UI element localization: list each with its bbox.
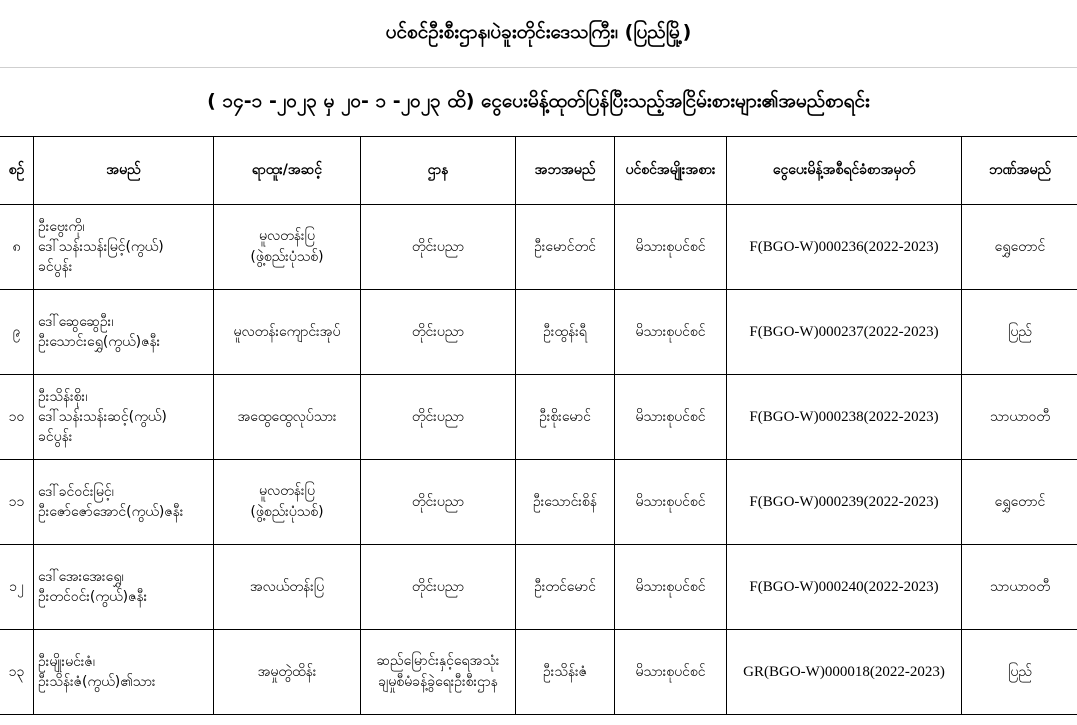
pension-type-cell: မိသားစုပင်စင်	[615, 545, 727, 630]
bank-cell: သာယာဝတီ	[962, 545, 1077, 630]
header-serial: စဉ်	[0, 137, 34, 205]
bank-cell: ပြည်	[962, 630, 1077, 715]
name-cell	[34, 460, 214, 545]
rank-cell-line: မူလတန်းပြ	[259, 483, 315, 499]
pension-type-cell: မိသားစုပင်စင်	[615, 630, 727, 715]
father-name-cell: ဦးတင်မောင်	[516, 545, 615, 630]
rank-cell-line: မူလတန်းကျောင်းအုပ်	[233, 323, 341, 340]
table-body	[0, 205, 1077, 715]
name-cell-line: ဦးဇော်ဇော်အောင်(ကွယ်)ဇနီး	[38, 504, 184, 520]
department-cell	[361, 545, 516, 630]
table-row	[0, 375, 1077, 460]
serial-cell: ၉	[0, 290, 34, 375]
department-cell-line: တိုင်းပညာ	[411, 323, 465, 340]
father-name-cell: ဦးသောင်းစိန်	[516, 460, 615, 545]
department-cell-line: တိုင်းပညာ	[411, 578, 465, 595]
header-rank: ရာထူး/အဆင့်	[214, 137, 361, 205]
page-subtitle	[0, 68, 1077, 137]
name-cell-line: ဒေါ်အေးအေးရွှေ၊	[38, 569, 124, 585]
rank-cell	[214, 545, 361, 630]
name-cell-line: ဒေါ်ဆွေဆွေဦး၊	[38, 314, 114, 330]
department-cell	[361, 460, 516, 545]
department-cell	[361, 205, 516, 290]
rank-cell-line: မူလတန်းပြ	[259, 228, 315, 244]
pension-type-cell: မိသားစုပင်စင်	[615, 460, 727, 545]
rank-cell	[214, 460, 361, 545]
report-number-cell: F(BGO-W)000236(2022-2023)	[727, 205, 962, 290]
table-row	[0, 545, 1077, 630]
rank-cell	[214, 630, 361, 715]
name-cell-line: ခင်ပွန်း	[38, 259, 73, 275]
header-report-number: ငွေပေးမိန့်အစီရင်ခံစာအမှတ်	[727, 137, 962, 205]
report-number-cell: F(BGO-W)000238(2022-2023)	[727, 375, 962, 460]
bank-cell: ရွှေတောင်	[962, 205, 1077, 290]
father-name-cell: ဦးထွန်းရီ	[516, 290, 615, 375]
report-number-cell: F(BGO-W)000237(2022-2023)	[727, 290, 962, 375]
father-name-cell: ဦးစိုးမောင်	[516, 375, 615, 460]
rank-cell-line: အမှုတွဲထိန်း	[257, 663, 317, 680]
rank-cell-line: (ဖွဲ့စည်းပုံသစ်)	[250, 249, 324, 265]
page-subtitle-text: ( ၁၄-၁ -၂၀၂၃ မှ ၂၀- ၁ -၂၀၂၃ ထိ) ငွေပေးမိန့်ထုတ်ပြန်ပြီးသည့်အငြိမ်းစားများ၏အမည်စာရင်း	[207, 89, 870, 112]
department-cell	[361, 290, 516, 375]
name-cell	[34, 545, 214, 630]
pension-type-cell: မိသားစုပင်စင်	[615, 205, 727, 290]
department-cell-line: တိုင်းပညာ	[411, 408, 465, 425]
name-cell-line: ဒေါ်သန်းသန်းဆင့်(ကွယ်)	[38, 409, 167, 425]
name-cell-line: ဦးသောင်းရွှေ(ကွယ်)ဇနီး	[38, 334, 161, 350]
table-row	[0, 630, 1077, 715]
name-cell-line: ဦးသိန်းစိုး၊	[38, 389, 88, 405]
pension-table	[0, 136, 1077, 715]
department-cell-line: တိုင်းပညာ	[411, 493, 465, 510]
header-father-name: အဘအမည်	[516, 137, 615, 205]
father-name-cell: ဦးသိန်းဇံ	[516, 630, 615, 715]
bank-cell: သာယာဝတီ	[962, 375, 1077, 460]
department-cell-line: ချမှုစီမံခန့်ခွဲရေးဦးစီးဌာန	[378, 674, 498, 690]
report-number-cell: F(BGO-W)000239(2022-2023)	[727, 460, 962, 545]
department-cell-line: ဆည်မြောင်းနှင့်ရေအသုံး	[376, 653, 500, 669]
page-title-text: ပင်စင်ဦးစီးဌာန၊ပဲခူးတိုင်းဒေသကြီး၊ (ပြည်မြို့)	[385, 20, 692, 43]
name-cell-line: ခင်ပွန်း	[38, 429, 73, 445]
serial-cell: ၈	[0, 205, 34, 290]
table-row	[0, 290, 1077, 375]
pension-type-cell: မိသားစုပင်စင်	[615, 290, 727, 375]
rank-cell	[214, 375, 361, 460]
table-row	[0, 460, 1077, 545]
serial-cell: ၁၃	[0, 630, 34, 715]
name-cell-line: ဦးတင်ဝင်း(ကွယ်)ဇနီး	[38, 589, 148, 605]
serial-cell: ၁၀	[0, 375, 34, 460]
header-department: ဌာန	[361, 137, 516, 205]
department-cell-line: တိုင်းပညာ	[411, 238, 465, 255]
rank-cell-line: အလယ်တန်းပြ	[249, 578, 325, 595]
name-cell-line: ဒေါ်သန်းသန်းမြင့်(ကွယ်)	[38, 239, 164, 255]
page-title	[0, 0, 1077, 68]
report-number-cell: GR(BGO-W)000018(2022-2023)	[727, 630, 962, 715]
father-name-cell: ဦးမောင်တင်	[516, 205, 615, 290]
name-cell-line: ဦးမျိုးမင်းဇံ၊	[38, 654, 95, 670]
name-cell	[34, 205, 214, 290]
rank-cell	[214, 205, 361, 290]
name-cell-line: ဒေါ်ခင်ဝင်းမြင့်၊	[38, 484, 114, 500]
serial-cell: ၁၁	[0, 460, 34, 545]
serial-cell: ၁၂	[0, 545, 34, 630]
header-pension-type: ပင်စင်အမျိုးအစား	[615, 137, 727, 205]
name-cell	[34, 630, 214, 715]
name-cell-line: ဦးသိန်းဇံ(ကွယ်)၏သား	[38, 674, 156, 690]
report-number-cell: F(BGO-W)000240(2022-2023)	[727, 545, 962, 630]
rank-cell	[214, 290, 361, 375]
department-cell	[361, 375, 516, 460]
department-cell	[361, 630, 516, 715]
header-bank: ဘဏ်အမည်	[962, 137, 1077, 205]
bank-cell: ရွှေတောင်	[962, 460, 1077, 545]
pension-type-cell: မိသားစုပင်စင်	[615, 375, 727, 460]
name-cell	[34, 290, 214, 375]
bank-cell: ပြည်	[962, 290, 1077, 375]
table-row	[0, 205, 1077, 290]
name-cell-line: ဦးဗွေးကို၊	[38, 219, 85, 235]
rank-cell-line: အထွေထွေလုပ်သား	[237, 408, 337, 425]
header-name: အမည်	[34, 137, 214, 205]
table-header-row	[0, 137, 1077, 205]
rank-cell-line: (ဖွဲ့စည်းပုံသစ်)	[250, 504, 324, 520]
name-cell	[34, 375, 214, 460]
